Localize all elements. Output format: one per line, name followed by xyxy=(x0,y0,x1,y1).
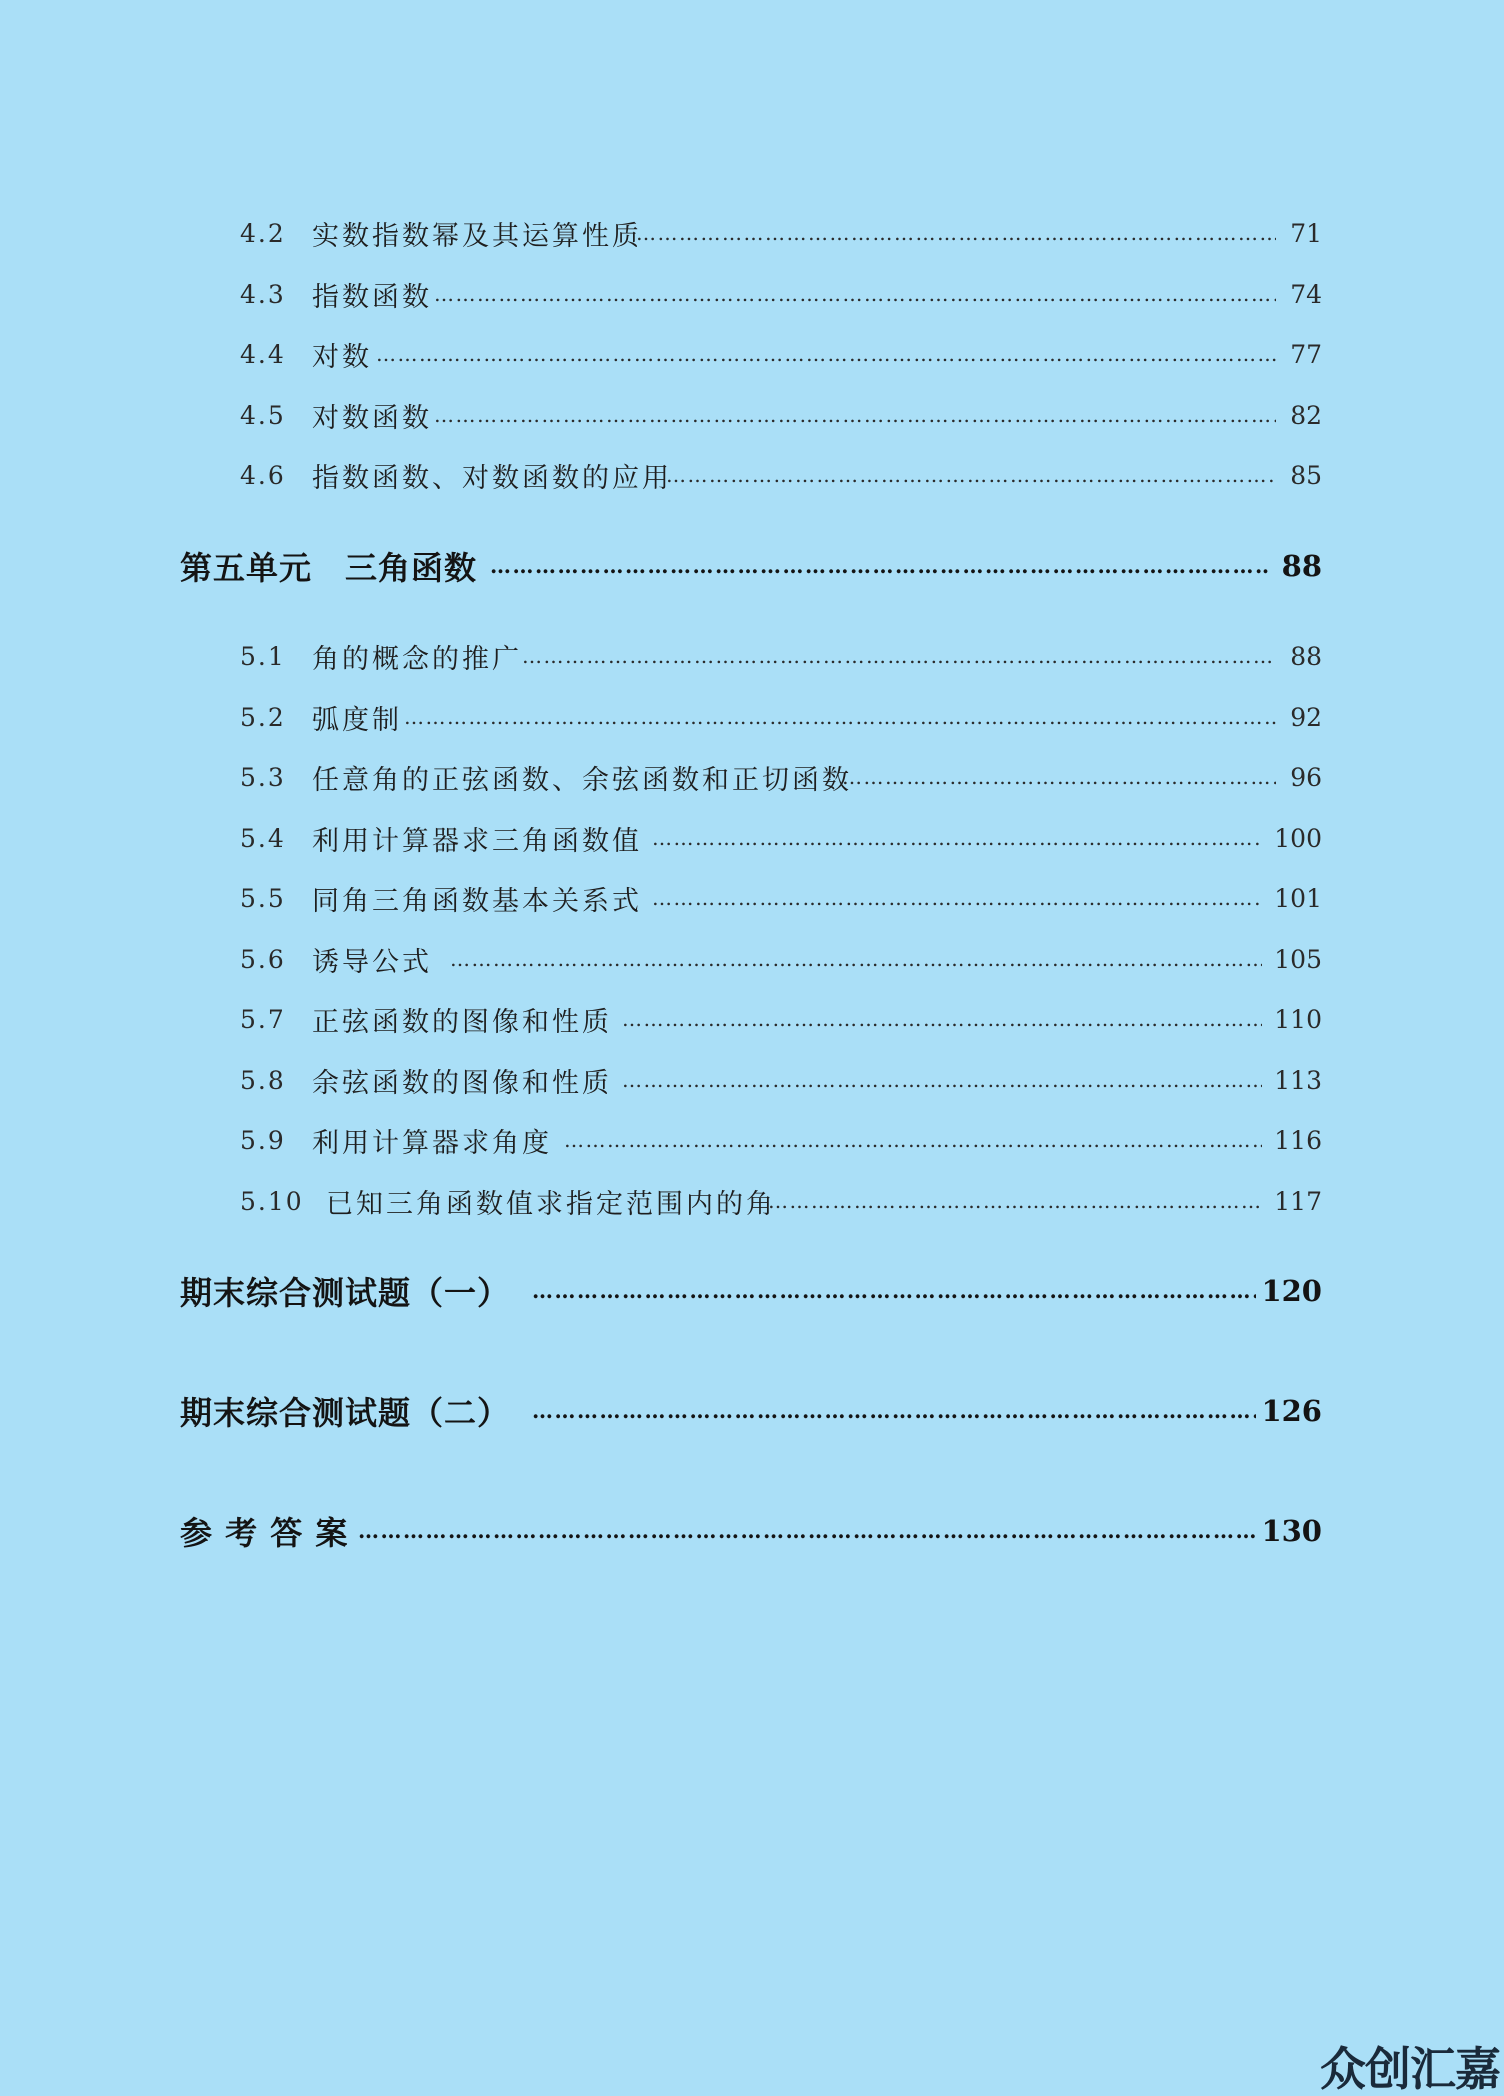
toc-entry-page: 113 xyxy=(1274,1065,1322,1095)
dot-leader xyxy=(564,1120,1262,1160)
dot-leader xyxy=(434,274,1276,314)
watermark-logo: 众创汇嘉 xyxy=(1320,2042,1500,2096)
toc-entry-5-1[interactable] xyxy=(0,636,1504,676)
toc-entry-title: 指数函数、对数函数的应用 xyxy=(312,462,672,494)
dot-leader xyxy=(358,1511,1256,1551)
toc-entry-title: 对数函数 xyxy=(312,402,432,434)
toc-entry-number: 5.9 xyxy=(240,1125,286,1155)
toc-final-test-1[interactable] xyxy=(0,1271,1504,1311)
toc-entry-title: 已知三角函数值求指定范围内的角 xyxy=(326,1188,776,1220)
toc-entry-number: 5.10 xyxy=(240,1186,304,1216)
dot-leader xyxy=(522,636,1276,676)
dot-leader xyxy=(490,546,1270,586)
toc-entry-5-4[interactable] xyxy=(0,818,1504,858)
toc-entry-page: 110 xyxy=(1274,1004,1322,1034)
toc-entry-5-3[interactable] xyxy=(0,757,1504,797)
toc-entry-5-7[interactable] xyxy=(0,999,1504,1039)
toc-entry-number: 5.3 xyxy=(240,762,286,792)
dot-leader xyxy=(652,818,1262,858)
toc-answers[interactable] xyxy=(0,1511,1504,1551)
toc-chapter-5[interactable] xyxy=(0,546,1504,586)
toc-entry-number: 4.2 xyxy=(240,218,286,248)
toc-entry-number: 5.4 xyxy=(240,823,286,853)
toc-entry-number: 5.1 xyxy=(240,641,286,671)
toc-entry-title: 余弦函数的图像和性质 xyxy=(312,1067,612,1099)
dot-leader xyxy=(622,1060,1262,1100)
toc-entry-5-2[interactable] xyxy=(0,697,1504,737)
toc-entry-number: 4.4 xyxy=(240,339,286,369)
toc-entry-number: 4.3 xyxy=(240,279,286,309)
dot-leader xyxy=(666,455,1276,495)
toc-entry-title: 实数指数幂及其运算性质 xyxy=(312,220,642,252)
toc-entry-5-10[interactable] xyxy=(0,1181,1504,1221)
toc-entry-number: 4.5 xyxy=(240,400,286,430)
toc-entry-title: 指数函数 xyxy=(312,281,432,313)
toc-entry-4-4[interactable] xyxy=(0,334,1504,374)
toc-entry-page: 82 xyxy=(1290,400,1322,430)
toc-entry-5-6[interactable] xyxy=(0,939,1504,979)
toc-chapter-title: 期末综合测试题（一） xyxy=(180,1274,511,1312)
toc-entry-4-2[interactable] xyxy=(0,213,1504,253)
toc-entry-title: 角的概念的推广 xyxy=(312,643,522,675)
toc-entry-title: 利用计算器求三角函数值 xyxy=(312,825,642,857)
toc-entry-title: 诱导公式 xyxy=(312,946,432,978)
dot-leader xyxy=(376,334,1276,374)
toc-entry-page: 101 xyxy=(1274,883,1322,913)
toc-entry-page: 92 xyxy=(1290,702,1322,732)
dot-leader xyxy=(842,757,1276,797)
toc-entry-page: 71 xyxy=(1290,218,1322,248)
toc-entry-title: 正弦函数的图像和性质 xyxy=(312,1006,612,1038)
toc-entry-page: 117 xyxy=(1274,1186,1322,1216)
toc-entry-title: 任意角的正弦函数、余弦函数和正切函数 xyxy=(312,764,852,796)
toc-chapter-title: 期末综合测试题（二） xyxy=(180,1394,511,1432)
toc-chapter-page: 130 xyxy=(1261,1514,1322,1548)
toc-entry-number: 5.7 xyxy=(240,1004,286,1034)
toc-final-test-2[interactable] xyxy=(0,1391,1504,1431)
dot-leader xyxy=(768,1181,1262,1221)
toc-entry-4-5[interactable] xyxy=(0,395,1504,435)
toc-entry-page: 88 xyxy=(1290,641,1322,671)
toc-entry-title: 同角三角函数基本关系式 xyxy=(312,885,642,917)
toc-entry-number: 5.5 xyxy=(240,883,286,913)
dot-leader xyxy=(636,213,1276,253)
toc-chapter-title: 第五单元 三角函数 xyxy=(180,549,478,587)
toc-entry-number: 5.6 xyxy=(240,944,286,974)
toc-entry-page: 116 xyxy=(1274,1125,1322,1155)
toc-chapter-page: 120 xyxy=(1261,1274,1322,1308)
toc-chapter-page: 88 xyxy=(1281,549,1322,583)
dot-leader xyxy=(532,1391,1256,1431)
dot-leader xyxy=(434,395,1276,435)
toc-entry-5-8[interactable] xyxy=(0,1060,1504,1100)
toc-entry-4-3[interactable] xyxy=(0,274,1504,314)
dot-leader xyxy=(404,697,1276,737)
toc-entry-number: 4.6 xyxy=(240,460,286,490)
toc-entry-4-6[interactable] xyxy=(0,455,1504,495)
dot-leader xyxy=(532,1271,1256,1311)
toc-entry-title: 弧度制 xyxy=(312,704,402,736)
toc-entry-page: 105 xyxy=(1274,944,1322,974)
toc-entry-title: 利用计算器求角度 xyxy=(312,1127,552,1159)
toc-chapter-page: 126 xyxy=(1261,1394,1322,1428)
toc-entry-5-5[interactable] xyxy=(0,878,1504,918)
toc-entry-5-9[interactable] xyxy=(0,1120,1504,1160)
toc-entry-number: 5.8 xyxy=(240,1065,286,1095)
dot-leader xyxy=(450,939,1262,979)
toc-entry-number: 5.2 xyxy=(240,702,286,732)
toc-entry-title: 对数 xyxy=(312,341,372,373)
toc-entry-page: 100 xyxy=(1274,823,1322,853)
toc-chapter-title: 参 考 答 案 xyxy=(180,1514,349,1552)
toc-entry-page: 85 xyxy=(1290,460,1322,490)
dot-leader xyxy=(622,999,1262,1039)
toc-entry-page: 77 xyxy=(1290,339,1322,369)
dot-leader xyxy=(652,878,1262,918)
toc-entry-page: 96 xyxy=(1290,762,1322,792)
toc-entry-page: 74 xyxy=(1290,279,1322,309)
